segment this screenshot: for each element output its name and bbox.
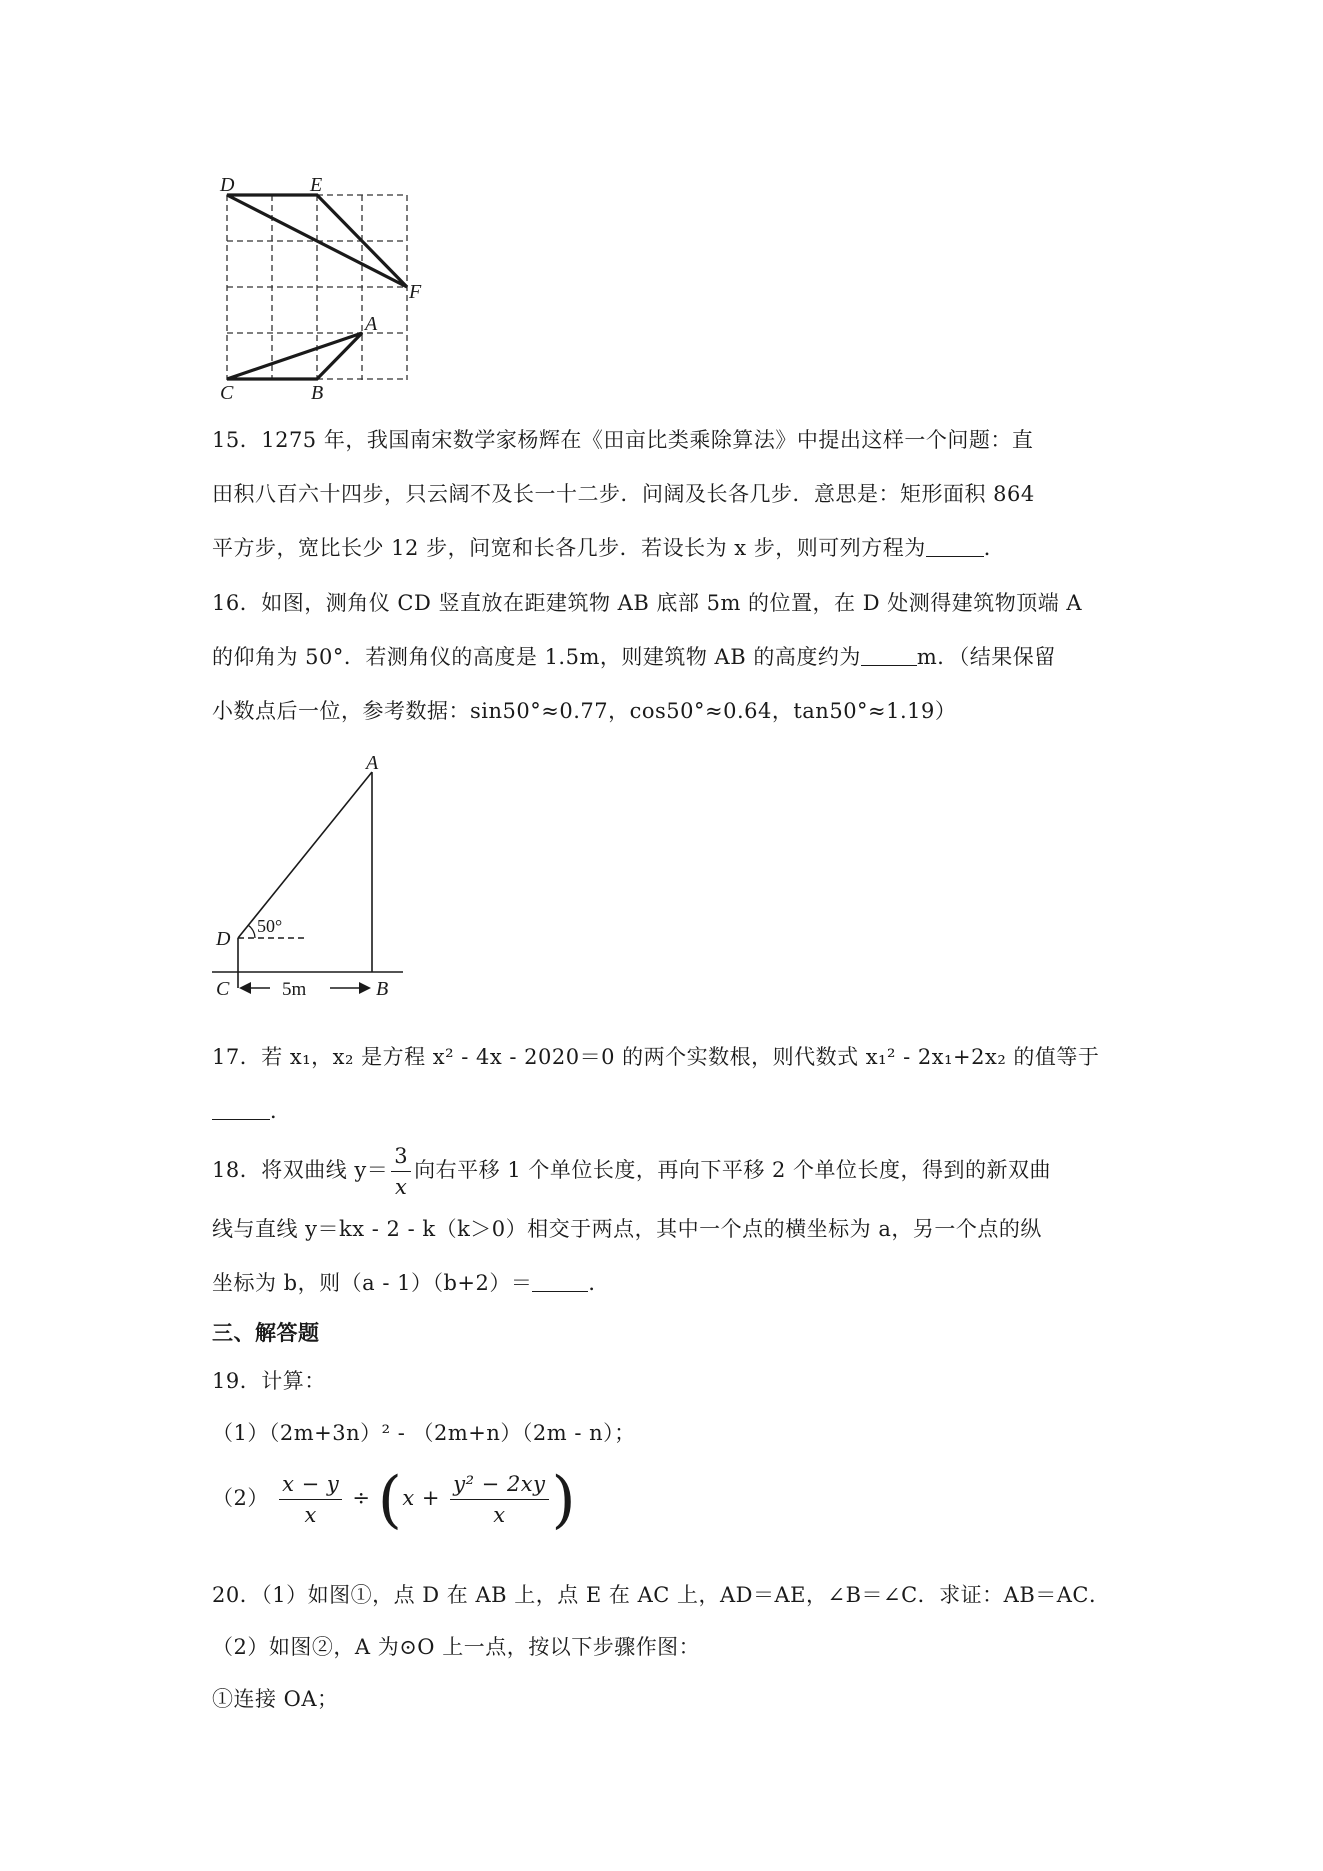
angle-label: 50°	[257, 916, 283, 936]
q16-line2-end: m．（结果保留	[916, 645, 1056, 669]
label-e: E	[310, 174, 323, 196]
answer-blank-15	[926, 536, 984, 557]
q15-line3-end: ．	[983, 536, 1006, 560]
label-f: F	[409, 281, 422, 303]
q20-line3: ①连接 OA；	[212, 1687, 339, 1711]
q19-part1: （1）（2m+3n）² - （2m+n）（2m - n）；	[212, 1421, 636, 1445]
q16-line1: 16．如图，测角仪 CD 竖直放在距建筑物 AB 底部 5m 的位置，在 D 处测得建筑物顶端 A	[212, 591, 1083, 615]
q19-part2-label: （2）	[212, 1486, 269, 1510]
q18-prefix: 18．将双曲线 y＝	[212, 1158, 389, 1182]
building-figure	[205, 750, 405, 1005]
q19-part2	[212, 1462, 577, 1536]
sight-line-da	[238, 772, 372, 938]
angle-arc	[248, 925, 255, 938]
triangle-abc	[227, 333, 362, 379]
q19-title: 19．计算：	[212, 1369, 326, 1393]
grid-lines	[227, 195, 407, 380]
q18-line2: 线与直线 y＝kx - 2 - k（k＞0）相交于两点，其中一个点的横坐标为 a，另一个点的纵	[212, 1217, 1042, 1241]
q15-line1: 15．1275 年，我国南宋数学家杨辉在《田亩比类乘除算法》中提出这样一个问题：直	[212, 428, 1034, 452]
q19-frac-inner	[450, 1469, 548, 1530]
q19-frac-left	[279, 1469, 342, 1530]
q19-x-plus: x +	[402, 1486, 441, 1510]
q18-frac-den: x	[395, 1175, 408, 1199]
q16-line2	[212, 642, 1056, 672]
q15-line3	[212, 533, 1005, 563]
q18-line3-text: 坐标为 b，则（a - 1）（b+2）＝	[212, 1271, 533, 1295]
q15-line3-text: 平方步，宽比长少 12 步，问宽和长各几步．若设长为 x 步，则可列方程为	[212, 536, 926, 560]
answer-blank-16	[861, 645, 917, 666]
q19-right-paren: )	[551, 1462, 577, 1536]
label-d: D	[220, 174, 235, 196]
q17-line2-end: ．	[270, 1099, 292, 1123]
arrow-left-head	[239, 982, 251, 994]
q19-divide: ÷	[352, 1486, 371, 1510]
section-heading: 三、解答题	[212, 1320, 320, 1345]
label-a: A	[365, 313, 378, 335]
label-c2: C	[216, 978, 230, 1000]
q15-line2: 田积八百六十四步，只云阔不及长一十二步．问阔及长各几步．意思是：矩形面积 864	[212, 482, 1035, 506]
q20-line1: 20．（1）如图①，点 D 在 AB 上，点 E 在 AC 上，AD＝AE，∠B＝∠C．求证：AB＝AC．	[212, 1583, 1111, 1607]
q18-line3	[212, 1268, 610, 1298]
q19-frac-inner-num: y² − 2xy	[450, 1469, 548, 1500]
q17-line1: 17．若 x₁，x₂ 是方程 x² - 4x - 2020＝0 的两个实数根，则代数式 x₁² - 2x₁+2x₂ 的值等于	[212, 1045, 1100, 1069]
q18-frac-num: 3	[391, 1141, 411, 1172]
arrow-right-head	[359, 982, 371, 994]
q19-frac-inner-den: x	[493, 1503, 506, 1527]
q19-frac-left-den: x	[304, 1503, 317, 1527]
q18-line1	[212, 1140, 1051, 1202]
distance-label: 5m	[282, 979, 307, 1000]
label-b: B	[311, 382, 324, 400]
q18-line3-end: ．	[588, 1271, 610, 1295]
answer-blank-18	[532, 1271, 588, 1292]
q20-line2: （2）如图②，A 为⊙O 上一点，按以下步骤作图：	[212, 1635, 701, 1659]
q19-frac-left-num: x − y	[279, 1469, 342, 1500]
q16-line3: 小数点后一位，参考数据：sin50°≈0.77，cos50°≈0.64，tan50°≈1.19）	[212, 699, 957, 723]
label-b2: B	[376, 978, 389, 1000]
grid-figure	[205, 165, 435, 400]
answer-blank-17	[212, 1099, 270, 1120]
label-a2: A	[366, 752, 379, 774]
label-c: C	[220, 382, 234, 400]
q16-line2-text: 的仰角为 50°．若测角仪的高度是 1.5m，则建筑物 AB 的高度约为	[212, 645, 861, 669]
q19-left-paren: (	[377, 1462, 403, 1536]
label-d2: D	[216, 928, 231, 950]
q17-line2	[212, 1096, 292, 1126]
q18-suffix: 向右平移 1 个单位长度，再向下平移 2 个单位长度，得到的新双曲	[414, 1158, 1052, 1182]
q18-fraction	[391, 1141, 411, 1202]
